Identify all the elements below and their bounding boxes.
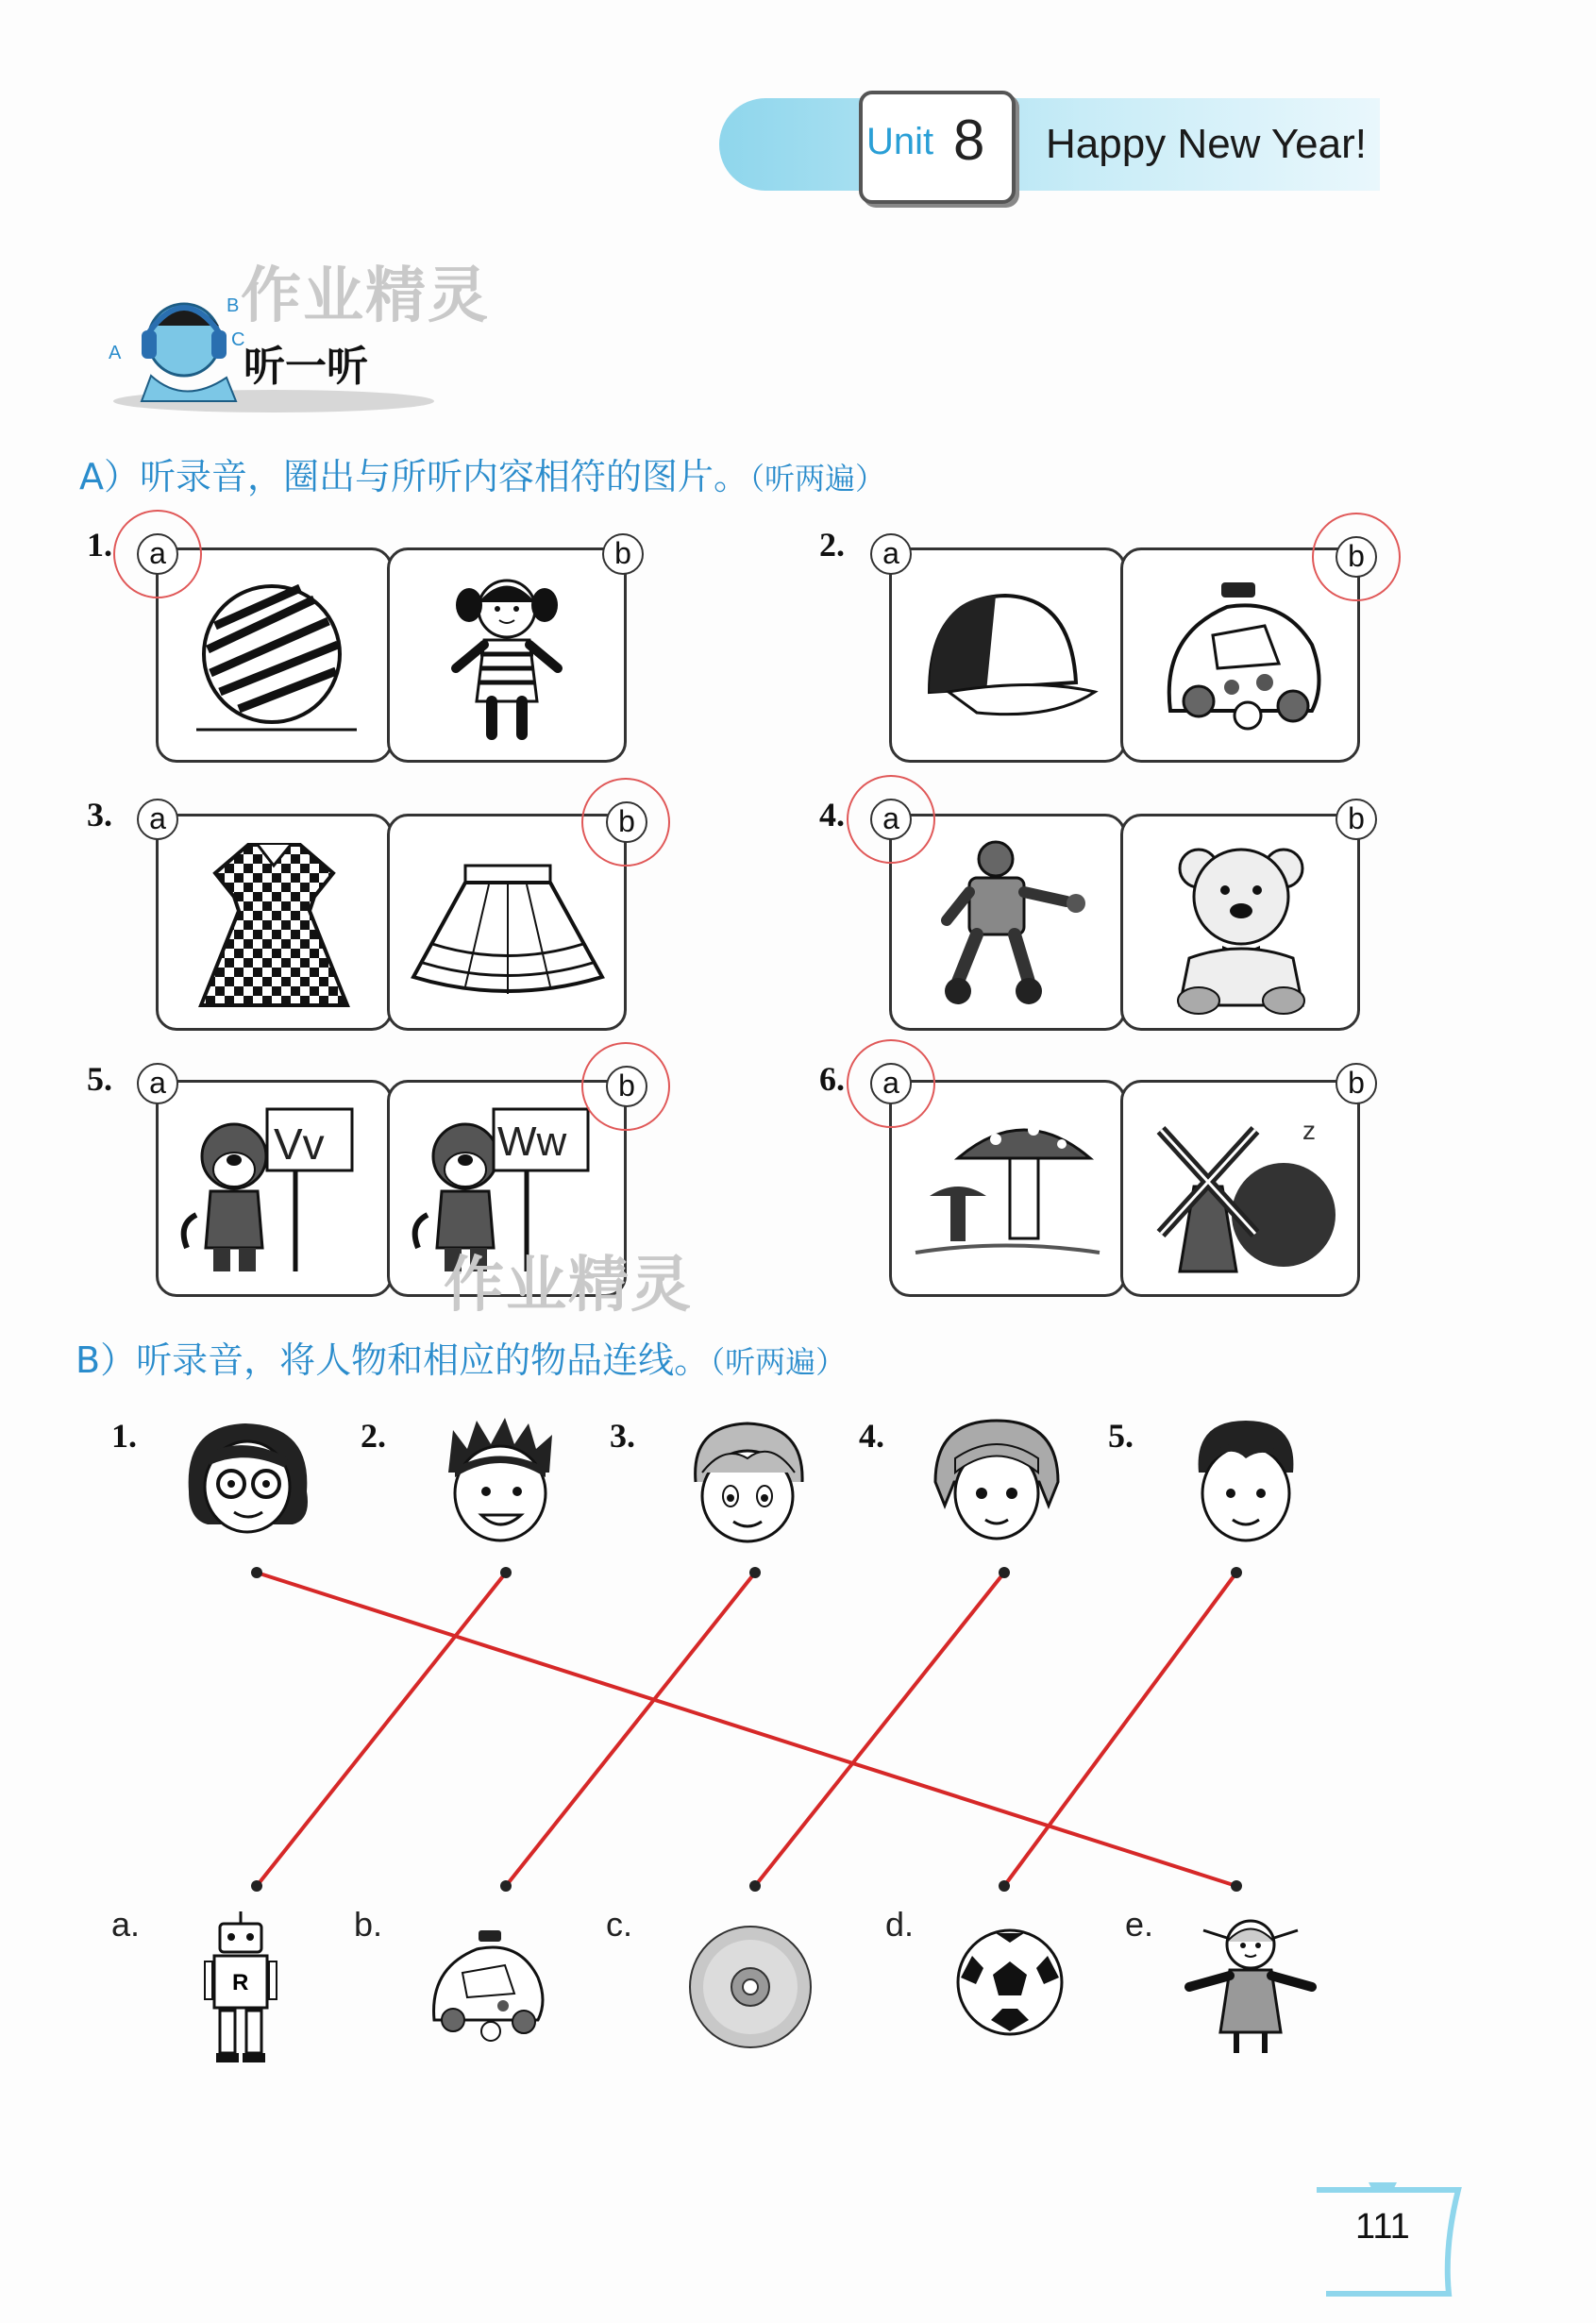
option-card-4b[interactable] [1120,814,1360,1031]
option-card-5a[interactable] [156,1080,393,1297]
option-label: b [602,533,644,575]
answer-circle [847,1039,935,1128]
match-line-2-a [257,1573,506,1886]
unit-word: Unit [866,121,934,162]
question-number: 2. [819,526,845,564]
option-label: a [137,1063,178,1104]
part-b-instruction [76,1331,846,1383]
option-card-3a[interactable] [156,814,393,1031]
item-dot [1231,1880,1242,1892]
question-number: 3. [87,796,112,833]
item-dot [749,1880,761,1892]
page-number: 111 [1355,2207,1410,2247]
item-label: b. [354,1905,383,1944]
cap-icon [892,550,1123,760]
girl-face-icon [931,1416,1063,1548]
watermark-top: 作业精灵 [241,261,490,331]
answer-circle [581,778,670,867]
sign-text: Ww [497,1119,567,1165]
person-dot [999,1567,1010,1578]
option-label: b [1336,1063,1377,1104]
option-label: a [137,533,178,575]
person-dot [500,1567,512,1578]
svg-text:C: C [231,329,245,350]
curly-hair-boy-face-icon [681,1416,814,1548]
option-card-1b[interactable] [387,547,627,763]
svg-text:B: B [227,295,240,316]
item-dot [999,1880,1010,1892]
part-b-note: （听两遍） [710,1344,847,1380]
item-label: d. [885,1905,915,1944]
person-number: 2. [361,1417,386,1455]
boy-face-icon [1180,1416,1312,1548]
windmill-icon [1123,1083,1357,1294]
robot-icon [892,816,1123,1028]
question-number: 5. [87,1060,112,1098]
part-a-instruction-text: A）听录音，圈出与所听内容相符的图片。 [79,456,749,497]
svg-text:R: R [232,1970,249,1995]
unit-title: Happy New Year! [1046,121,1367,167]
answer-circle [1312,513,1401,601]
doll-icon [390,550,624,760]
option-label: b [606,801,647,843]
option-card-2a[interactable] [889,547,1126,763]
girl-with-glasses-face-icon [179,1416,321,1539]
answer-circle [581,1042,670,1131]
part-b-instruction-text: B）听录音，将人物和相应的物品连线。 [76,1339,711,1381]
match-line-4-c [755,1573,1004,1886]
match-line-1-e [257,1573,1236,1886]
person-number: 1. [111,1417,137,1455]
option-label: a [870,1063,912,1104]
option-label: a [870,533,912,575]
answer-lines [0,1548,1596,1926]
match-line-5-d [1004,1573,1236,1886]
item-label: a. [111,1905,141,1944]
toy-car-icon [420,1926,552,2048]
ball-icon [159,550,390,760]
answer-circle [847,775,935,864]
match-line-3-b [506,1573,755,1886]
unit-number: 8 [953,109,985,172]
dog-with-sign-icon [159,1083,390,1294]
person-number: 5. [1108,1417,1134,1455]
svg-text:A: A [109,343,122,363]
person-number: 3. [610,1417,635,1455]
option-label: a [870,799,912,840]
svg-text:z: z [1302,1116,1316,1145]
teddy-bear-icon [1123,816,1357,1028]
question-number: 4. [819,796,845,833]
sign-text: Vv [274,1119,325,1169]
option-label: b [1336,799,1377,840]
option-card-6b[interactable] [1120,1080,1360,1297]
mushrooms-icon [892,1083,1123,1294]
part-a-instruction [79,447,885,499]
item-dot [251,1880,262,1892]
question-number: 6. [819,1060,845,1098]
skirt-icon [390,816,624,1028]
item-dot [500,1880,512,1892]
part-a-note: （听两遍） [749,461,886,497]
person-dot [251,1567,262,1578]
item-label: e. [1125,1905,1154,1944]
person-number: 4. [859,1417,884,1455]
robot-toy-icon [203,1907,278,2067]
spiky-hair-boy-face-icon [434,1416,566,1548]
doll-toy-icon [1175,1911,1326,2062]
section-title: 听一听 [244,343,368,391]
option-label: a [137,799,178,840]
option-label: b [1336,536,1377,578]
question-number: 1. [87,526,112,564]
person-dot [1231,1567,1242,1578]
item-label: c. [606,1905,633,1944]
dress-icon [159,816,390,1028]
football-icon [953,1926,1067,2039]
watermark-middle: 作业精灵 [444,1251,693,1321]
option-label: b [606,1066,647,1107]
person-dot [749,1567,761,1578]
cd-icon [684,1921,816,2053]
answer-circle [113,510,202,598]
